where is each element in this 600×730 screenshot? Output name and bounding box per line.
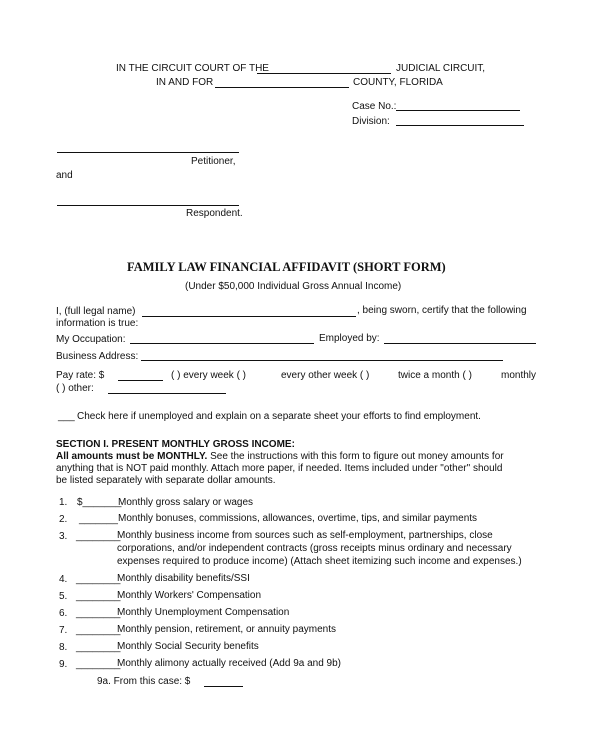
item-text: Monthly pension, retirement, or annuity payments (117, 624, 336, 635)
other-option[interactable]: ( ) other: (56, 383, 94, 394)
item-number: 7. (59, 625, 68, 636)
business-address-blank[interactable] (141, 360, 503, 361)
item-number: 5. (59, 591, 68, 602)
item-9a-label: 9a. From this case: $ (97, 676, 191, 687)
section1-instructions-line2: anything that is NOT paid monthly. Attach more paper, if needed. Items included under "other" should (56, 463, 503, 474)
every-other-week-option[interactable]: every other week ( ) (281, 370, 370, 381)
circuit-blank[interactable] (257, 73, 391, 74)
item-number: 9. (59, 659, 68, 670)
section1-heading: SECTION I. PRESENT MONTHLY GROSS INCOME: (56, 439, 295, 450)
form-title: FAMILY LAW FINANCIAL AFFIDAVIT (SHORT FORM) (127, 260, 446, 274)
monthly-emphasis: All amounts must be MONTHLY. (56, 451, 208, 462)
item-amount-blank[interactable]: ________ (76, 625, 121, 636)
petitioner-blank[interactable] (57, 152, 239, 153)
in-and-for-label: IN AND FOR (156, 77, 214, 88)
section1-instructions-line1 (56, 451, 504, 463)
item-amount-blank[interactable]: ________ (76, 531, 121, 542)
item-amount-blank[interactable]: ________ (76, 574, 121, 585)
item3-continuation-1: corporations, and/or independent contracts (gross receipts minus ordinary and necessary (117, 543, 512, 554)
and-label: and (56, 170, 73, 181)
item-number: 4. (59, 574, 68, 585)
item-text: Monthly gross salary or wages (118, 497, 254, 508)
item-amount-blank[interactable]: $_______ (77, 497, 122, 508)
item-number: 1. (59, 497, 68, 508)
form-subtitle: (Under $50,000 Individual Gross Annual Income) (185, 281, 402, 292)
instructions-rest: See the instructions with this form to figure out money amounts for (210, 451, 504, 462)
respondent-blank[interactable] (57, 205, 239, 206)
county-blank[interactable] (215, 87, 349, 88)
item-text: Monthly alimony actually received (Add 9a and 9b) (117, 658, 342, 669)
item-amount-blank[interactable]: ________ (76, 642, 121, 653)
legal-name-blank[interactable] (142, 316, 356, 317)
employed-by-label: Employed by: (319, 333, 380, 344)
pay-rate-label: Pay rate: $ (56, 370, 105, 381)
employer-blank[interactable] (384, 343, 536, 344)
legal-name-label: I, (full legal name) (56, 306, 136, 317)
sworn-text: , being sworn, certify that the following (357, 305, 527, 316)
item-text: Monthly Unemployment Compensation (117, 607, 290, 618)
info-true-text: information is true: (56, 318, 139, 329)
every-week-option[interactable]: ( ) every week ( ) (171, 370, 247, 381)
case-no-blank[interactable] (396, 110, 520, 111)
item-amount-blank[interactable]: _______ (79, 514, 118, 525)
item-amount-blank[interactable]: ________ (76, 608, 121, 619)
other-blank[interactable] (108, 393, 226, 394)
unemployed-text: Check here if unemployed and explain on a separate sheet your efforts to find employment. (77, 411, 481, 422)
item-number: 3. (59, 531, 68, 542)
court-label: IN THE CIRCUIT COURT OF THE (116, 63, 269, 74)
petitioner-label: Petitioner, (191, 156, 236, 167)
twice-a-month-option[interactable]: twice a month ( ) (398, 370, 472, 381)
business-address-label: Business Address: (56, 351, 139, 362)
item-amount-blank[interactable]: ________ (76, 659, 121, 670)
item-number: 6. (59, 608, 68, 619)
occupation-blank[interactable] (130, 343, 314, 344)
case-no-label: Case No.: (352, 101, 397, 112)
county-label: COUNTY, FLORIDA (353, 77, 443, 88)
pay-rate-blank[interactable] (118, 380, 163, 381)
respondent-label: Respondent. (186, 208, 243, 219)
item-9a-blank[interactable] (204, 686, 243, 687)
item-text: Monthly bonuses, commissions, allowances, overtime, tips, and similar payments (118, 513, 478, 524)
item3-continuation-2: expenses required to produce income) (Attach sheet itemizing such income and expenses.) (117, 556, 522, 567)
judicial-circuit-label: JUDICIAL CIRCUIT, (396, 63, 486, 74)
occupation-label: My Occupation: (56, 334, 126, 345)
section1-instructions-line3: be listed separately with separate dollar amounts. (56, 475, 276, 486)
item-number: 2. (59, 514, 68, 525)
item-text: Monthly disability benefits/SSI (117, 573, 250, 584)
item-text: Monthly Workers' Compensation (117, 590, 262, 601)
item-text: Monthly business income from sources such as self-employment, partnerships, close (117, 530, 493, 541)
item-text: Monthly Social Security benefits (117, 641, 259, 652)
division-blank[interactable] (396, 125, 524, 126)
monthly-option[interactable]: monthly (501, 370, 537, 381)
unemployed-checkbox[interactable]: ___ (58, 411, 75, 422)
item-amount-blank[interactable]: ________ (76, 591, 121, 602)
division-label: Division: (352, 116, 390, 127)
item-number: 8. (59, 642, 68, 653)
